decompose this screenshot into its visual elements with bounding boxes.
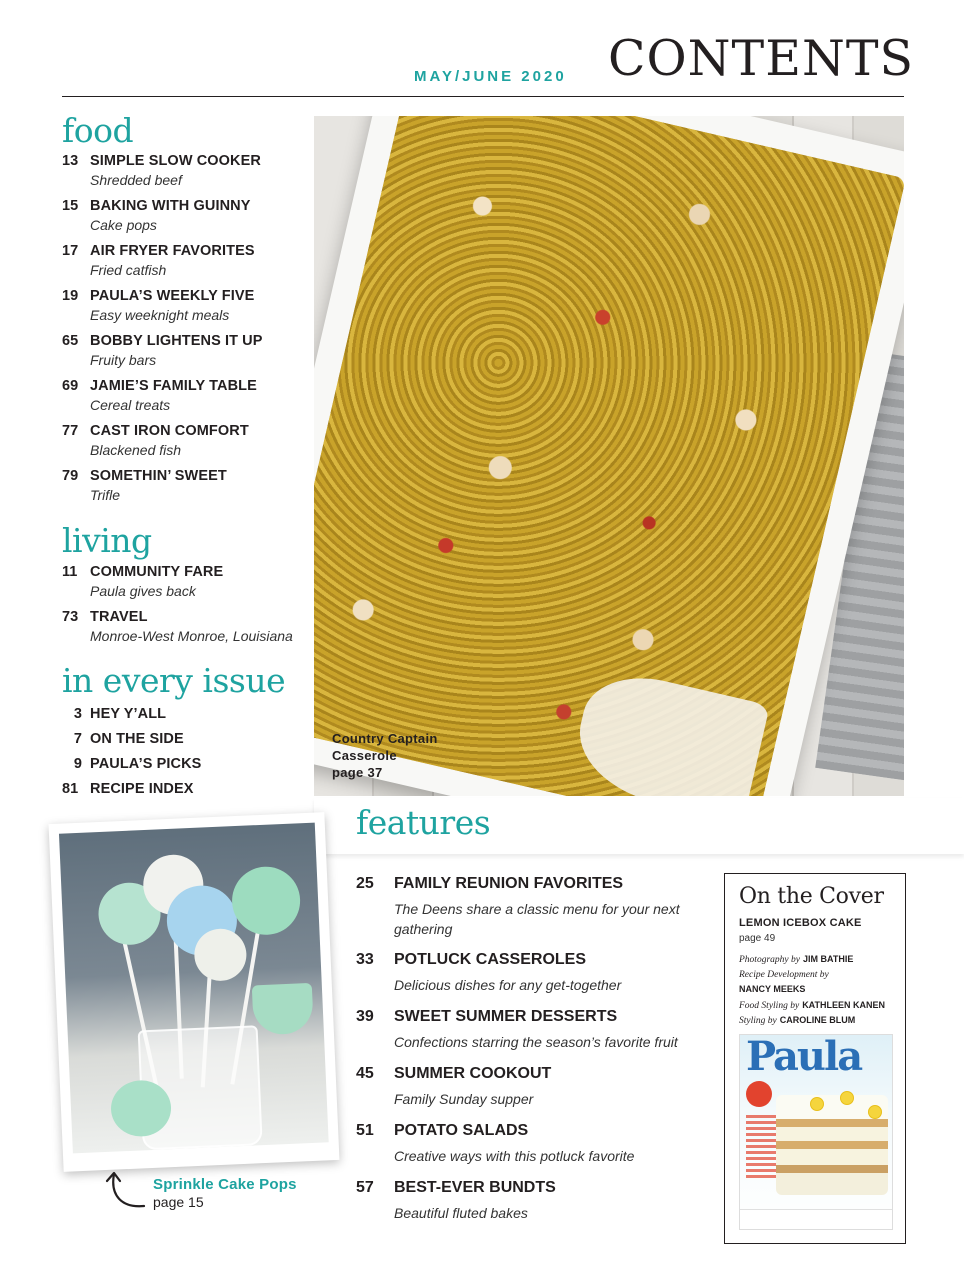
toc-item[interactable]	[62, 198, 312, 233]
credit-line	[739, 1013, 905, 1029]
toc-page-number: 15	[62, 198, 79, 214]
toc-item[interactable]	[62, 153, 312, 188]
feature-subtitle: Family Sunday supper	[394, 1091, 534, 1107]
toc-subtitle: Paula gives back	[90, 583, 196, 599]
feature-subtitle: Confections starring the season’s favorite fruit	[394, 1034, 678, 1050]
toc-page-number: 9	[73, 756, 82, 772]
feature-page-number: 39	[356, 1008, 374, 1025]
credit-role: Photography by	[739, 955, 800, 965]
feature-title: POTLUCK CASSEROLES	[394, 951, 587, 968]
toc-title: SOMETHIN’ SWEET	[90, 468, 227, 484]
anniversary-badge	[746, 1081, 772, 1107]
credit-role: Food Styling by	[739, 1000, 800, 1011]
toc-item[interactable]	[62, 731, 312, 747]
credit-line	[739, 952, 905, 968]
toc-page-number: 65	[62, 333, 79, 349]
cake-pop	[231, 865, 302, 936]
credit-line	[739, 998, 905, 1014]
toc-subtitle: Blackened fish	[90, 442, 182, 458]
toc-item[interactable]	[62, 423, 312, 458]
section-heading-food: food	[62, 111, 134, 150]
issue-date: MAY/JUNE 2020	[414, 68, 567, 85]
toc-title: CAST IRON COMFORT	[90, 423, 249, 439]
lemon-slice	[868, 1105, 882, 1119]
toc-item[interactable]	[62, 706, 312, 722]
feature-subtitle: The Deens share a classic menu for your next gathering	[394, 901, 680, 937]
credit-name: JIM BATHIE	[802, 954, 854, 964]
toc-subtitle: Cereal treats	[90, 397, 171, 413]
feature-page-number: 25	[356, 875, 374, 892]
section-heading-living: living	[62, 521, 152, 560]
toc-item[interactable]	[62, 609, 312, 644]
toc-title: RECIPE INDEX	[90, 781, 194, 797]
feature-item[interactable]	[356, 1008, 706, 1052]
toc-item[interactable]	[62, 468, 312, 503]
toc-item[interactable]	[62, 781, 312, 797]
toc-title: PAULA’S WEEKLY FIVE	[90, 288, 255, 304]
toc-page-number: 81	[62, 781, 79, 797]
cover-lines	[746, 1115, 780, 1181]
cover-credits	[739, 952, 905, 1029]
toc-title: HEY Y’ALL	[90, 706, 167, 722]
magazine-cover-thumbnail[interactable]	[739, 1034, 893, 1230]
lemon-slice	[840, 1091, 854, 1105]
toc-page-number: 79	[62, 468, 79, 484]
credit-role: Recipe Development by	[739, 969, 829, 980]
magazine-masthead-logo: Paula	[746, 1034, 862, 1080]
feature-title: BEST-EVER BUNDTS	[394, 1179, 556, 1196]
toc-item[interactable]	[62, 564, 312, 599]
toc-item[interactable]	[62, 288, 312, 323]
toc-item[interactable]	[62, 333, 312, 368]
credit-line	[739, 982, 905, 998]
feature-title: SWEET SUMMER DESSERTS	[394, 1008, 618, 1025]
cover-subject: LEMON ICEBOX CAKE	[739, 917, 862, 929]
cake-pops-photo	[49, 812, 340, 1172]
toc-title: ON THE SIDE	[90, 731, 184, 747]
cake-pops-image	[59, 823, 329, 1154]
feature-item[interactable]	[356, 875, 706, 939]
hero-photo-casserole	[314, 116, 904, 796]
lemon-slice	[810, 1097, 824, 1111]
toc-subtitle: Monroe-West Monroe, Louisiana	[90, 628, 293, 644]
on-the-cover-box	[724, 873, 906, 1244]
feature-subtitle: Delicious dishes for any get-together	[394, 977, 622, 993]
toc-subtitle: Easy weeknight meals	[90, 307, 230, 323]
credit-name: CAROLINE BLUM	[779, 1015, 856, 1025]
hero-caption-line: Country Captain	[332, 731, 438, 746]
toc-page-number: 69	[62, 378, 79, 394]
toc-page-number: 3	[73, 706, 82, 722]
mint-bowl	[252, 983, 314, 1036]
feature-item[interactable]	[356, 951, 706, 995]
toc-page-number: 17	[62, 243, 79, 259]
toc-title: AIR FRYER FAVORITES	[90, 243, 255, 259]
cover-page: page 49	[739, 933, 776, 944]
feature-page-number: 45	[356, 1065, 374, 1082]
toc-item[interactable]	[62, 243, 312, 278]
toc-item[interactable]	[62, 378, 312, 413]
page-title: CONTENTS	[608, 30, 915, 87]
header-divider	[62, 96, 904, 97]
toc-page-number: 11	[62, 564, 78, 580]
feature-item[interactable]	[356, 1122, 706, 1166]
toc-subtitle: Trifle	[90, 487, 121, 503]
hero-caption-line: Casserole	[332, 748, 397, 763]
cake-pops-page: page 15	[153, 1194, 204, 1210]
feature-title: FAMILY REUNION FAVORITES	[394, 875, 624, 892]
toc-page-number: 13	[62, 153, 79, 169]
feature-page-number: 51	[356, 1122, 374, 1139]
section-heading-features: features	[356, 803, 491, 842]
feature-subtitle: Creative ways with this potluck favorite	[394, 1148, 635, 1164]
credit-name: KATHLEEN KANEN	[802, 999, 886, 1010]
toc-subtitle: Fruity bars	[90, 352, 157, 368]
feature-page-number: 33	[356, 951, 374, 968]
feature-page-number: 57	[356, 1179, 374, 1196]
curved-arrow-icon	[104, 1168, 152, 1214]
feature-item[interactable]	[356, 1179, 706, 1223]
cover-heading: On the Cover	[739, 884, 884, 909]
toc-title: COMMUNITY FARE	[90, 564, 224, 580]
toc-title: JAMIE’S FAMILY TABLE	[90, 378, 257, 394]
cake-pops-caption	[153, 1176, 297, 1210]
credit-role: Styling by	[739, 1016, 777, 1026]
credit-line	[739, 968, 905, 983]
toc-page-number: 7	[73, 731, 82, 747]
toc-subtitle: Cake pops	[90, 217, 157, 233]
toc-page-number: 73	[62, 609, 79, 625]
hero-caption-page: page 37	[332, 765, 383, 780]
toc-page-number: 19	[62, 288, 79, 304]
toc-title: TRAVEL	[90, 609, 148, 625]
toc-title: BOBBY LIGHTENS IT UP	[90, 333, 263, 349]
feature-item[interactable]	[356, 1065, 706, 1109]
feature-title: POTATO SALADS	[394, 1122, 529, 1139]
toc-page-number: 77	[62, 423, 79, 439]
cake-pop	[193, 928, 247, 982]
feature-title: SUMMER COOKOUT	[394, 1065, 552, 1082]
credit-name: NANCY MEEKS	[739, 984, 806, 994]
toc-subtitle: Shredded beef	[90, 172, 182, 188]
toc-title: PAULA’S PICKS	[90, 756, 202, 772]
toc-subtitle: Fried catfish	[90, 262, 167, 278]
hero-caption	[332, 730, 438, 781]
toc-title: SIMPLE SLOW COOKER	[90, 153, 261, 169]
cover-footer	[740, 1209, 892, 1229]
toc-title: BAKING WITH GUINNY	[90, 198, 251, 214]
section-heading-every-issue: in every issue	[62, 661, 286, 700]
cake-pops-title: Sprinkle Cake Pops	[153, 1176, 297, 1193]
feature-subtitle: Beautiful fluted bakes	[394, 1205, 528, 1221]
toc-item[interactable]	[62, 756, 312, 772]
